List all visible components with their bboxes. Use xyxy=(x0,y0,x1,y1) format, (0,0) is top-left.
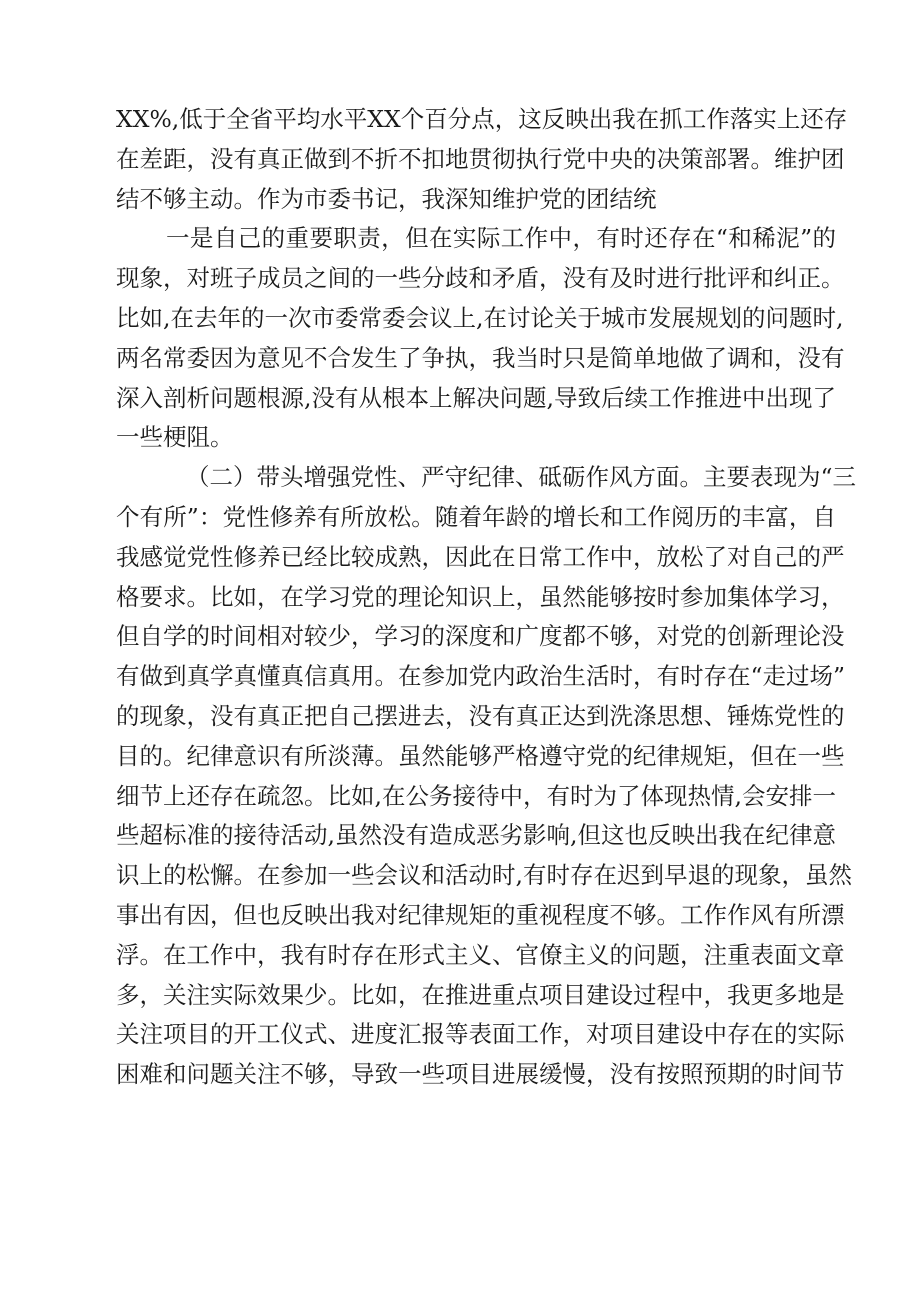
text-line: 深入剖析问题根源,没有从根本上解决问题,导致后续工作推进中出现了 xyxy=(116,383,836,412)
text-line: 我感觉党性修养已经比较成熟，因此在日常工作中，放松了对自己的严 xyxy=(116,542,845,571)
text-line: 比如,在去年的一次市委常委会议上,在讨论关于城市发展规划的问题时, xyxy=(116,303,844,332)
text-line: 细节上还存在疏忽。比如,在公务接待中，有时为了体现热情,会安排一 xyxy=(116,781,836,810)
text-line: 困难和问题关注不够，导致一些项目进展缓慢，没有按照预期的时间节 xyxy=(116,1060,845,1089)
text-line: 目的。纪律意识有所淡薄。虽然能够严格遵守党的纪律规矩，但在一些 xyxy=(116,741,845,770)
text-line: 现象，对班子成员之间的一些分歧和矛盾，没有及时进行批评和纠正。 xyxy=(116,264,845,293)
text-line: 的现象，没有真正把自己摆进去，没有真正达到洗涤思想、锤炼党性的 xyxy=(116,701,845,730)
text-line: 有做到真学真懂真信真用。在参加党内政治生活时，有时存在“走过场” xyxy=(116,662,846,691)
text-line: 事出有因，但也反映出我对纪律规矩的重视程度不够。工作作风有所漂 xyxy=(116,900,845,929)
text-line: 关注项目的开工仪式、进度汇报等表面工作，对项目建设中存在的实际 xyxy=(116,1020,845,1049)
text-line: 两名常委因为意见不合发生了争执，我当时只是简单地做了调和，没有 xyxy=(116,343,845,372)
text-line: 多，关注实际效果少。比如，在推进重点项目建设过程中，我更多地是 xyxy=(116,980,845,1009)
text-line: 结不够主动。作为市委书记，我深知维护党的团结统 xyxy=(116,184,657,213)
text-line: 浮。在工作中，我有时存在形式主义、官僚主义的问题，注重表面文章 xyxy=(116,940,845,969)
text-line: 识上的松懈。在参加一些会议和活动时,有时存在迟到早退的现象，虽然 xyxy=(116,861,852,890)
paragraph-start-line: 一是自己的重要职责，但在实际工作中，有时还存在“和稀泥”的 xyxy=(166,224,836,253)
text-line: 在差距，没有真正做到不折不扣地贯彻执行党中央的决策部署。维护团 xyxy=(116,144,845,173)
text-line: 个有所”：党性修养有所放松。随着年龄的增长和工作阅历的丰富，自 xyxy=(116,502,836,531)
text-line: 一些梗阻。 xyxy=(116,423,234,452)
section-heading-line: （二）带头增强党性、严守纪律、砥砺作风方面。主要表现为“三 xyxy=(186,463,857,492)
text-line: 格要求。比如，在学习党的理论知识上，虽然能够按时参加集体学习， xyxy=(116,582,845,611)
text-line: 些超标准的接待活动,虽然没有造成恶劣影响,但这也反映出我在纪律意 xyxy=(116,821,836,850)
document-body xyxy=(116,100,857,1095)
text-line: 但自学的时间相对较少，学习的深度和广度都不够，对党的创新理论没 xyxy=(116,622,845,651)
text-line: XX%,低于全省平均水平XX个百分点，这反映出我在抓工作落实上还存 xyxy=(116,105,848,133)
